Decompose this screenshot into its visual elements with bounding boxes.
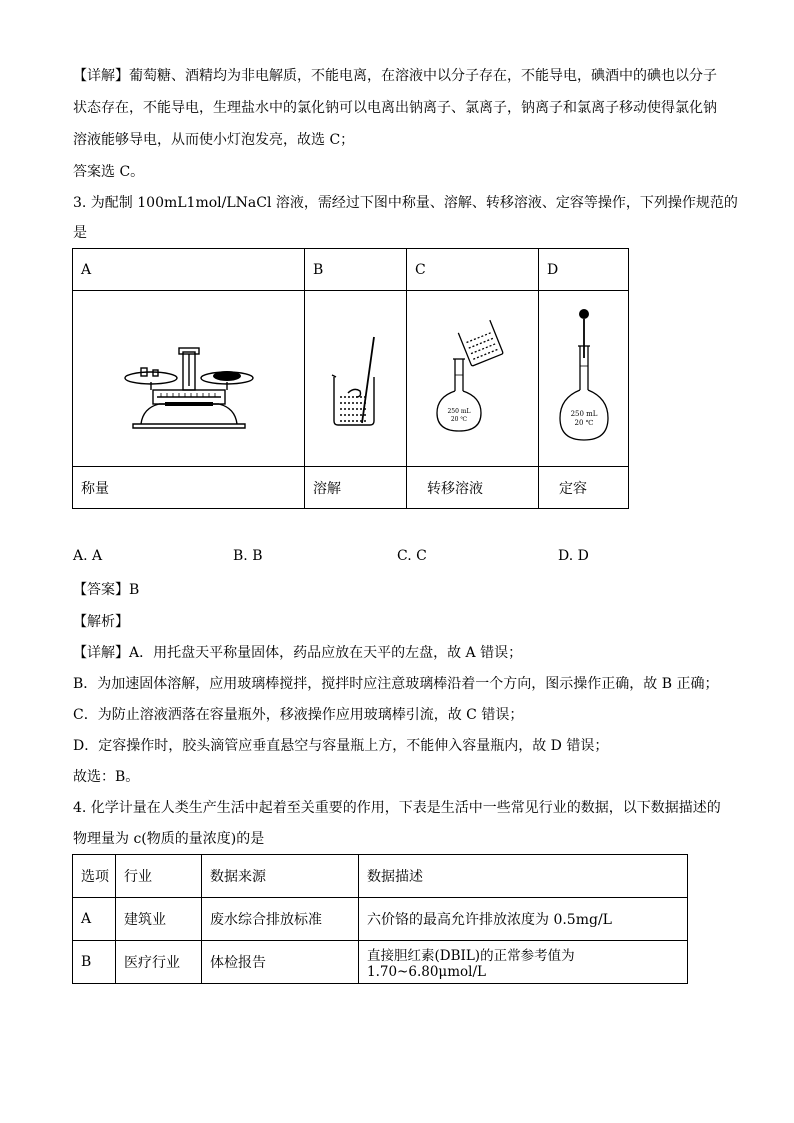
q3-choice-c: C. C [397, 548, 427, 564]
q3-detail-line-1: 【详解】A．用托盘天平称量固体，药品应放在天平的左盘，故 A 错误； [73, 645, 523, 661]
q3-header-b: B [305, 249, 407, 291]
q3-answer: 【答案】B [73, 582, 140, 598]
flask-d-temp-label: 20 ℃ [574, 418, 593, 427]
q4-stem-line-1: 4. 化学计量在人类生产生活中起着至关重要的作用，下表是生活中一些常见行业的数据，以下数据描述的 [73, 800, 721, 816]
flask-d-volume-label: 250 mL [570, 409, 597, 418]
volumetric-flask-dropper-icon [554, 304, 614, 454]
q3-image-cell-d [539, 291, 629, 467]
q3-header-d: D [539, 249, 629, 291]
table-row [73, 898, 688, 941]
q4-row-b-source: 体检报告 [202, 941, 359, 984]
flask-c-temp-label: 20 ℃ [450, 415, 467, 423]
balance-scale-icon [119, 324, 259, 434]
q3-header-c: C [407, 249, 539, 291]
q4-header-option: 选项 [73, 855, 116, 898]
q3-header-a: A [73, 249, 305, 291]
q4-row-a-description: 六价铬的最高允许排放浓度为 0.5mg/L [359, 898, 688, 941]
q3-analysis: 【解析】 [73, 614, 129, 630]
q3-image-cell-c [407, 291, 539, 467]
q3-caption-d: 定容 [539, 467, 629, 509]
q3-choice-row [73, 548, 713, 568]
q4-header-source: 数据来源 [202, 855, 359, 898]
q4-row-b-description: 直接胆红素(DBIL)的正常参考值为 1.70~6.80μmol/L [359, 941, 688, 984]
q3-choice-d: D. D [558, 548, 589, 564]
q3-choice-b: B. B [233, 548, 263, 564]
q4-row-a-source: 废水综合排放标准 [202, 898, 359, 941]
q3-options-table [72, 248, 629, 509]
q4-row-a-industry: 建筑业 [116, 898, 202, 941]
q3-image-cell-a [73, 291, 305, 467]
q3-caption-c: 转移溶液 [407, 467, 539, 509]
q3-stem-line-1: 3. 为配制 100mL1mol/LNaCl 溶液，需经过下图中称量、溶解、转移溶液、定容等操作，下列操作规范的 [73, 195, 738, 211]
q2-detail-line-3: 溶液能够导电，从而使小灯泡发亮，故选 C； [73, 132, 355, 148]
q2-detail-line-2: 状态存在，不能导电，生理盐水中的氯化钠可以电离出钠离子、氯离子，钠离子和氯离子移动使得氯化钠 [73, 100, 717, 116]
q4-data-table [72, 854, 688, 984]
q3-detail-line-3: C．为防止溶液洒落在容量瓶外，移液操作应用玻璃棒引流，故 C 错误； [73, 707, 524, 723]
q3-detail-line-2: B．为加速固体溶解，应用玻璃棒搅拌，搅拌时应注意玻璃棒沿着一个方向，图示操作正确，故 B 正确； [73, 676, 719, 692]
q3-detail-line-4: D．定容操作时，胶头滴管应垂直悬空与容量瓶上方，不能伸入容量瓶内，故 D 错误； [73, 738, 609, 754]
q4-row-a-option: A [73, 898, 116, 941]
q4-header-description: 数据描述 [359, 855, 688, 898]
q3-caption-b: 溶解 [305, 467, 407, 509]
q2-detail-line-1: 【详解】葡萄糖、酒精均为非电解质，不能电离，在溶液中以分子存在，不能导电，碘酒中的碘也以分子 [73, 68, 717, 84]
q3-caption-a: 称量 [73, 467, 305, 509]
q4-row-b-industry: 医疗行业 [116, 941, 202, 984]
q2-answer-line: 答案选 C。 [73, 164, 145, 180]
q3-image-cell-b [305, 291, 407, 467]
q4-row-b-option: B [73, 941, 116, 984]
volumetric-flask-pouring-icon [433, 319, 513, 439]
q4-header-industry: 行业 [116, 855, 202, 898]
q3-choice-a: A. A [73, 548, 103, 564]
q3-detail-line-5: 故选：B。 [73, 769, 140, 785]
q4-stem-line-2: 物理量为 c(物质的量浓度)的是 [73, 831, 265, 847]
beaker-stirring-icon [326, 329, 386, 429]
flask-c-volume-label: 250 mL [446, 407, 471, 415]
table-row [73, 941, 688, 984]
q3-stem-line-2: 是 [73, 225, 87, 241]
